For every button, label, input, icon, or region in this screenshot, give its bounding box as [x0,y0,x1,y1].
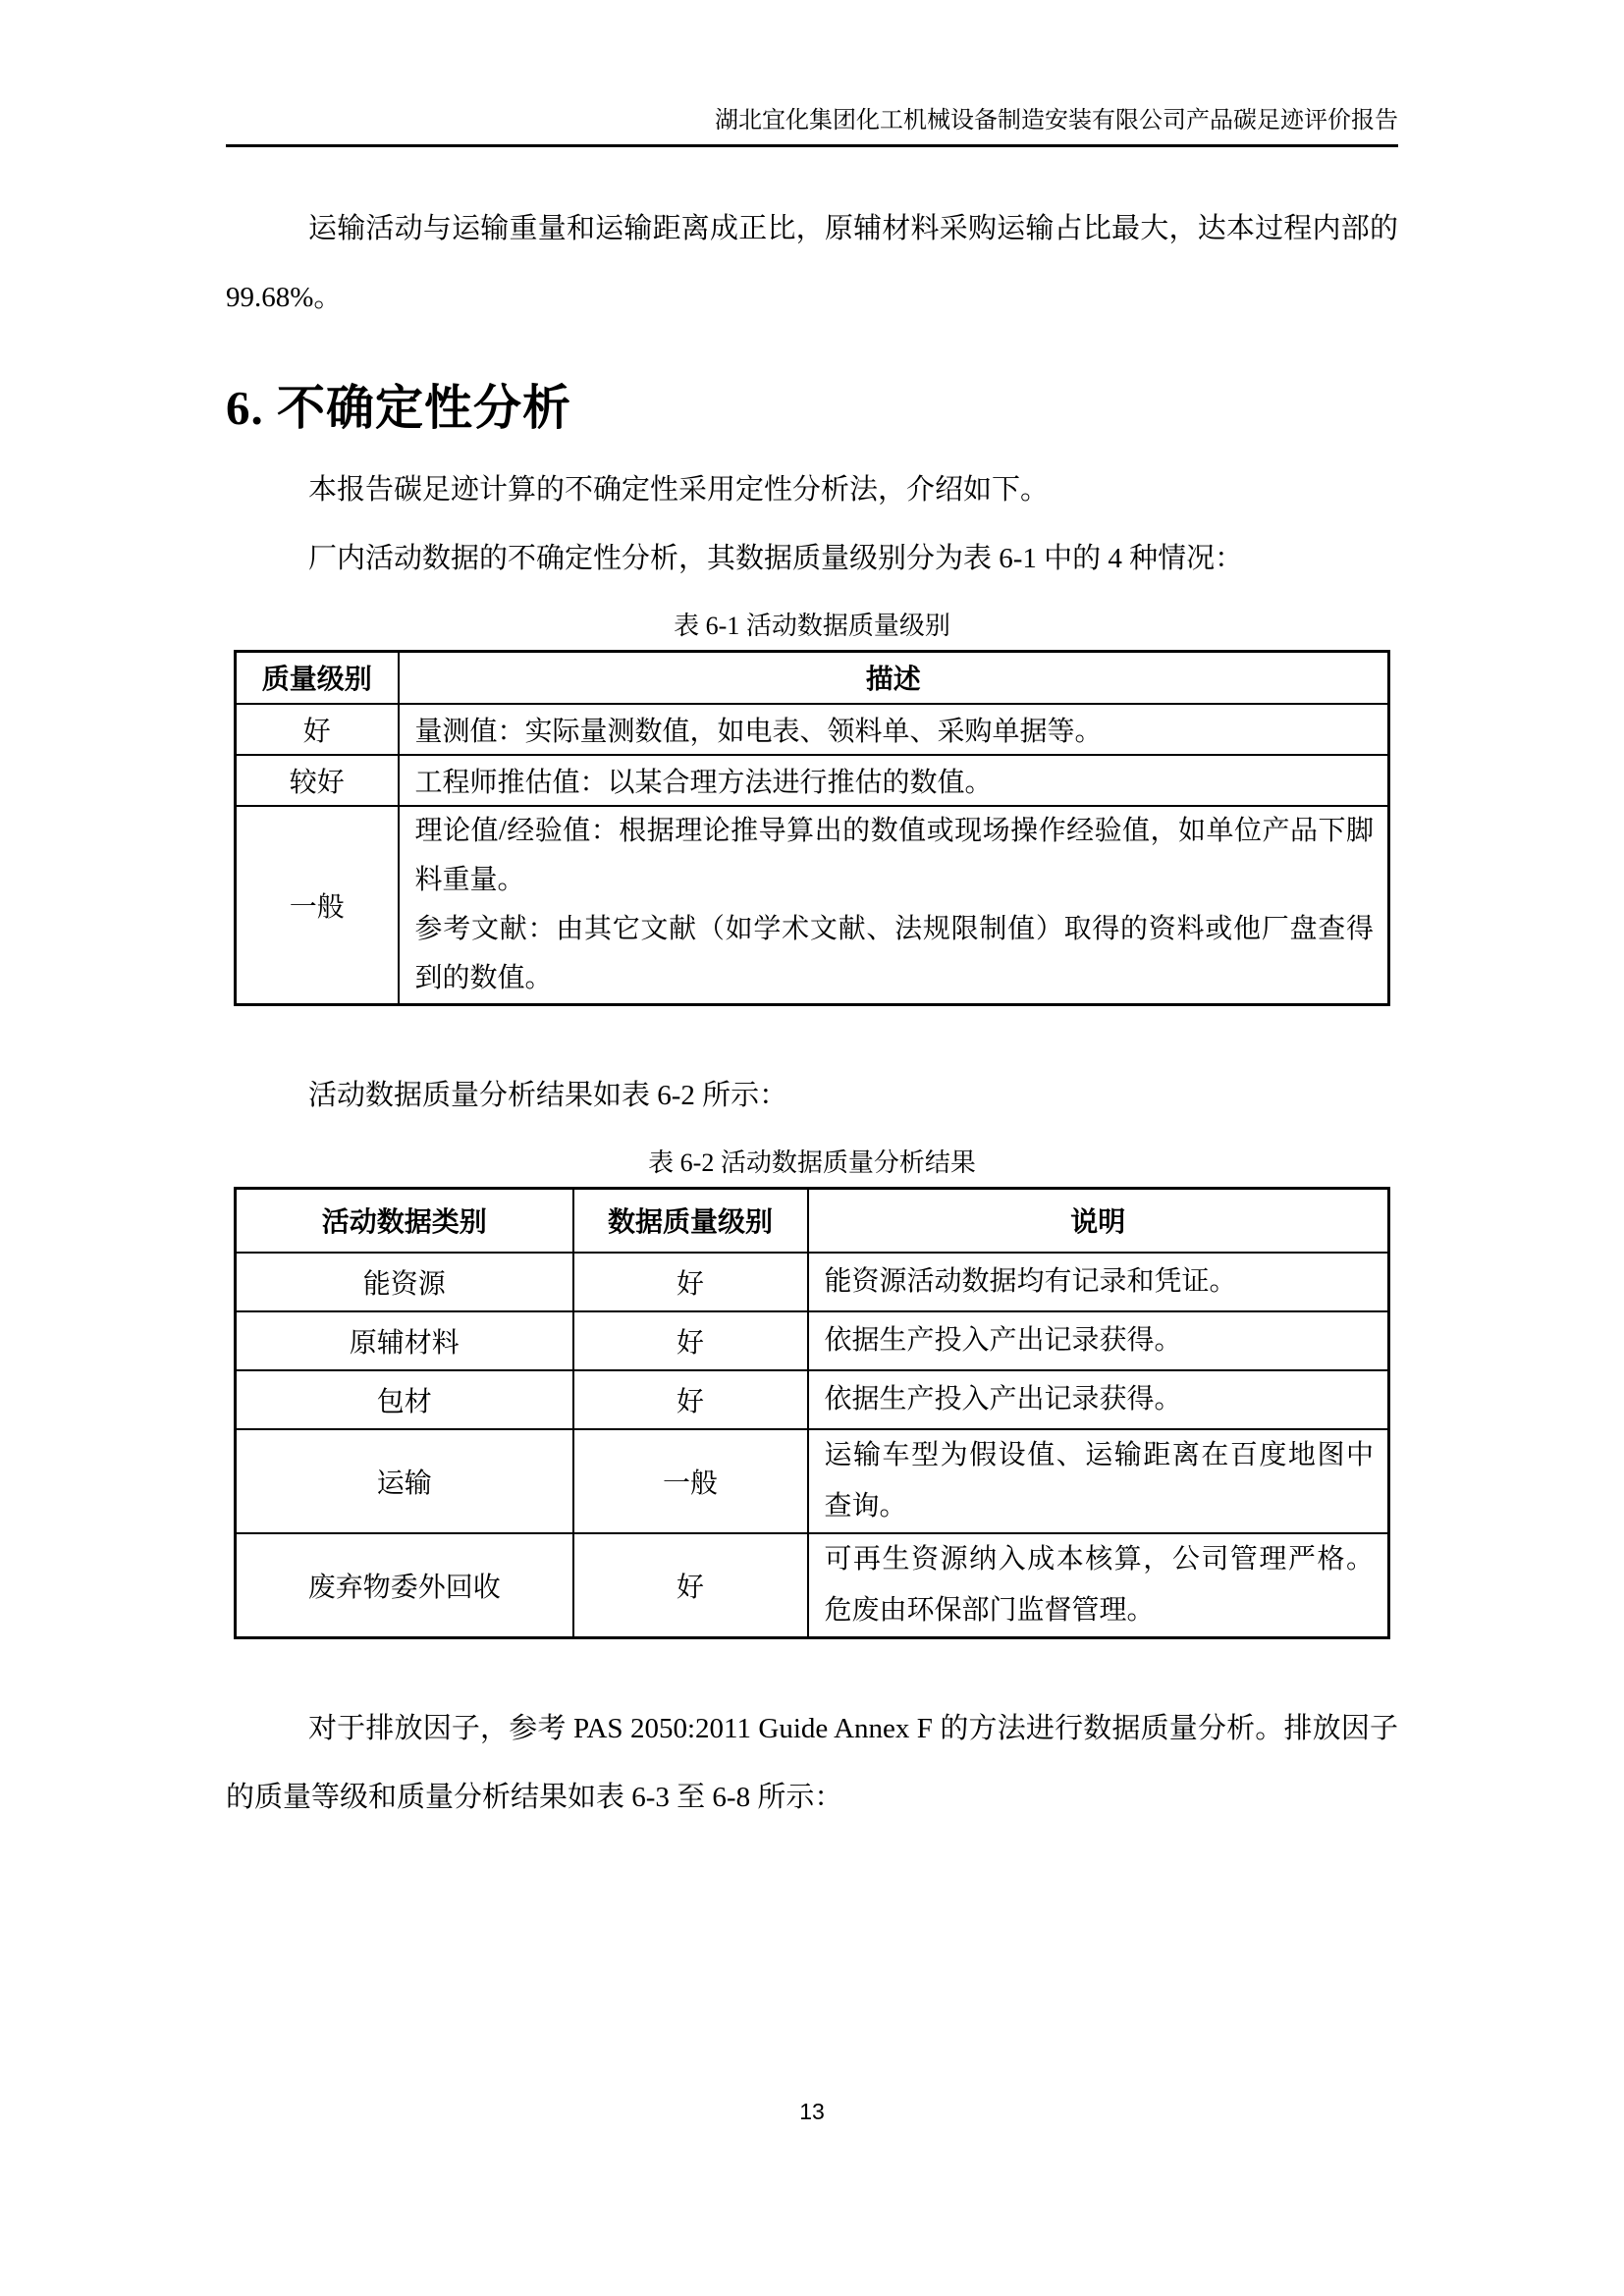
table-row [236,1533,1389,1638]
note-cell: 可再生资源纳入成本核算，公司管理严格。危废由环保部门监督管理。 [808,1533,1389,1638]
description-line: 参考文献：由其它文献（如学术文献、法规限制值）取得的资料或他厂盘查得到的数值。 [414,913,1374,993]
intro-paragraph: 运输活动与运输重量和运输距离成正比，原辅材料采购运输占比最大，达本过程内部的 99.68%。 [226,213,1398,313]
table1-header-desc: 描述 [399,652,1389,704]
category-cell: 原辅材料 [236,1311,573,1370]
table-row [236,704,1389,755]
table2-header-category: 活动数据类别 [236,1188,573,1253]
table-row [236,1311,1389,1370]
table-row [236,806,1389,1005]
description-cell: 量测值：实际量测数值，如电表、领料单、采购单据等。 [399,704,1389,755]
page-header [226,0,1398,147]
section-paragraph-4: 对于排放因子，参考 PAS 2050:2011 Guide Annex F 的方法进行数据质量分析。排放因子的质量等级和质量分析结果如表 6-3 至 6-8 所示： [226,1713,1398,1813]
category-cell: 能资源 [236,1253,573,1311]
table-header-row [236,1188,1389,1253]
note-cell: 能资源活动数据均有记录和凭证。 [808,1253,1389,1311]
section-paragraph-2: 厂内活动数据的不确定性分析，其数据质量级别分为表 6-1 中的 4 种情况： [308,543,1244,574]
section-heading: 6. 不确定性分析 [226,381,572,435]
category-cell: 包材 [236,1370,573,1429]
level-cell: 一般 [573,1429,808,1533]
level-cell: 好 [573,1533,808,1638]
section-paragraph-3: 活动数据质量分析结果如表 6-2 所示： [308,1079,788,1111]
section-paragraph-1: 本报告碳足迹计算的不确定性采用定性分析法，介绍如下。 [308,474,1050,506]
page-content [226,194,1398,1832]
description-line: 理论值/经验值：根据理论推导算出的数值或现场操作经验值，如单位产品下脚料重量。 [414,815,1374,895]
description-cell: 工程师推估值：以某合理方法进行推估的数值。 [399,755,1389,806]
quality-level-cell: 较好 [236,755,399,806]
page-number: 13 [799,2099,825,2124]
table-row [236,1253,1389,1311]
level-cell: 好 [573,1253,808,1311]
table-row [236,1370,1389,1429]
category-cell: 运输 [236,1429,573,1533]
table2-header-level: 数据质量级别 [573,1188,808,1253]
category-cell: 废弃物委外回收 [236,1533,573,1638]
quality-level-cell: 好 [236,704,399,755]
table-data-quality-analysis [234,1187,1390,1640]
level-cell: 好 [573,1311,808,1370]
table-header-row [236,652,1389,704]
quality-level-cell: 一般 [236,806,399,1005]
level-cell: 好 [573,1370,808,1429]
table1-caption: 表 6-1 活动数据质量级别 [674,612,950,640]
table1-header-level: 质量级别 [236,652,399,704]
report-title: 湖北宜化集团化工机械设备制造安装有限公司产品碳足迹评价报告 [715,108,1398,133]
note-cell: 运输车型为假设值、运输距离在百度地图中查询。 [808,1429,1389,1533]
table2-caption: 表 6-2 活动数据质量分析结果 [648,1148,976,1177]
note-cell: 依据生产投入产出记录获得。 [808,1311,1389,1370]
description-cell [399,806,1389,1005]
note-cell: 依据生产投入产出记录获得。 [808,1370,1389,1429]
table2-header-note: 说明 [808,1188,1389,1253]
table-data-quality-levels [234,650,1390,1006]
table-row [236,1429,1389,1533]
table-row [236,755,1389,806]
